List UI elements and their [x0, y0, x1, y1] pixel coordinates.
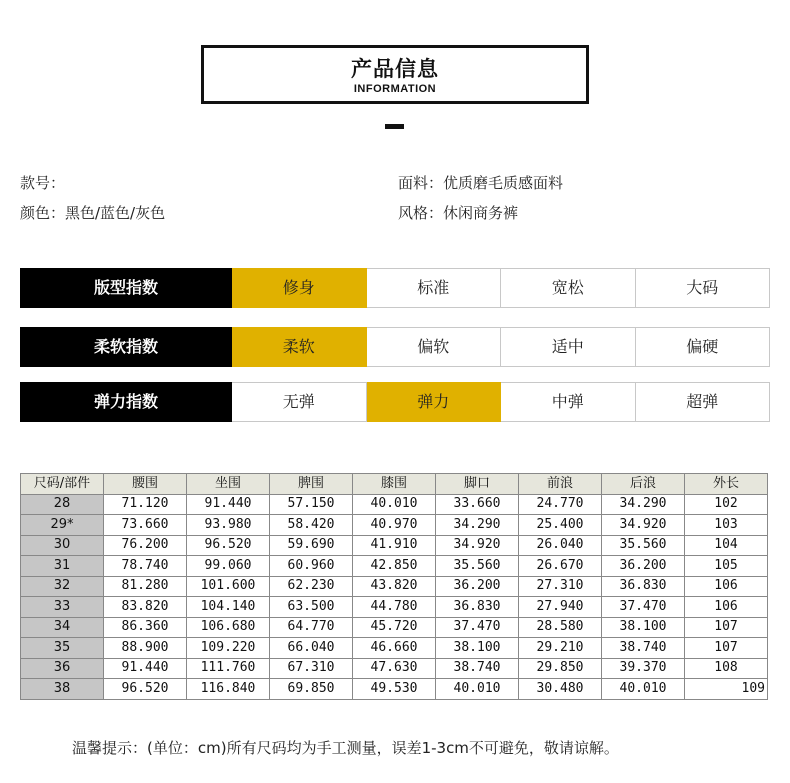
- stretch-index-row: [20, 382, 770, 422]
- header-leg-opening: 脚口: [436, 474, 519, 495]
- section-title: 产品信息: [351, 57, 439, 81]
- measurement-cell: 36.830: [602, 576, 685, 597]
- measurement-cell: 27.310: [519, 576, 602, 597]
- measurement-note: 温馨提示：(单位：cm)所有尺码均为手工测量，误差1-3cm不可避免，敬请谅解。: [72, 739, 619, 757]
- fit-index-row: [20, 268, 770, 308]
- measurement-cell: 41.910: [353, 535, 436, 556]
- measurement-cell: 103: [685, 515, 768, 536]
- measurement-cell: 102: [685, 494, 768, 515]
- style-info: 风格：休闲商务裤: [398, 204, 519, 222]
- measurement-cell: 99.060: [187, 556, 270, 577]
- measurement-cell: 107: [685, 617, 768, 638]
- table-row: [21, 515, 768, 536]
- measurement-cell: 29.850: [519, 658, 602, 679]
- stretch-index-label: 弹力指数: [20, 382, 232, 422]
- measurement-cell: 40.010: [353, 494, 436, 515]
- softness-index-row: [20, 327, 770, 367]
- title-divider: [385, 124, 404, 129]
- size-cell: 34: [21, 617, 104, 638]
- measurement-cell: 63.500: [270, 597, 353, 618]
- header-waist: 腰围: [104, 474, 187, 495]
- measurement-cell: 35.560: [602, 535, 685, 556]
- measurement-cell: 93.980: [187, 515, 270, 536]
- fit-option-loose: 宽松: [501, 268, 636, 308]
- size-cell: 29*: [21, 515, 104, 536]
- measurement-cell: 96.520: [187, 535, 270, 556]
- measurement-cell: 101.600: [187, 576, 270, 597]
- size-cell: 35: [21, 638, 104, 659]
- colors-info: 颜色：黑色/蓝色/灰色: [20, 204, 166, 222]
- header-thigh: 脾围: [270, 474, 353, 495]
- header-size: 尺码/部件: [21, 474, 104, 495]
- header-back-rise: 后浪: [602, 474, 685, 495]
- table-row: [21, 535, 768, 556]
- measurement-cell: 60.960: [270, 556, 353, 577]
- size-cell: 31: [21, 556, 104, 577]
- measurement-cell: 47.630: [353, 658, 436, 679]
- measurement-cell: 36.200: [602, 556, 685, 577]
- measurement-cell: 73.660: [104, 515, 187, 536]
- measurement-cell: 34.290: [602, 494, 685, 515]
- measurement-cell: 71.120: [104, 494, 187, 515]
- measurement-cell: 86.360: [104, 617, 187, 638]
- size-cell: 36: [21, 658, 104, 679]
- measurement-cell: 109: [685, 679, 768, 700]
- measurement-cell: 96.520: [104, 679, 187, 700]
- measurement-cell: 106: [685, 576, 768, 597]
- table-row: [21, 617, 768, 638]
- table-row: [21, 576, 768, 597]
- measurement-cell: 30.480: [519, 679, 602, 700]
- table-row: [21, 494, 768, 515]
- size-cell: 33: [21, 597, 104, 618]
- measurement-cell: 26.670: [519, 556, 602, 577]
- softness-option-slightly-soft: 偏软: [367, 327, 502, 367]
- fit-option-standard: 标准: [367, 268, 502, 308]
- stretch-option-stretch: 弹力: [367, 382, 502, 422]
- measurement-cell: 25.400: [519, 515, 602, 536]
- measurement-cell: 36.200: [436, 576, 519, 597]
- measurement-cell: 45.720: [353, 617, 436, 638]
- style-number: 款号：: [20, 174, 66, 192]
- measurement-cell: 40.010: [602, 679, 685, 700]
- measurement-cell: 27.940: [519, 597, 602, 618]
- measurement-cell: 76.200: [104, 535, 187, 556]
- measurement-cell: 108: [685, 658, 768, 679]
- size-table-header-row: [21, 474, 768, 495]
- section-subtitle: INFORMATION: [353, 83, 437, 95]
- measurement-cell: 35.560: [436, 556, 519, 577]
- measurement-cell: 91.440: [104, 658, 187, 679]
- stretch-option-medium: 中弹: [501, 382, 636, 422]
- measurement-cell: 78.740: [104, 556, 187, 577]
- measurement-cell: 49.530: [353, 679, 436, 700]
- fabric-info: 面料：优质磨毛质感面料: [398, 174, 564, 192]
- measurement-cell: 107: [685, 638, 768, 659]
- softness-option-medium: 适中: [501, 327, 636, 367]
- table-row: [21, 638, 768, 659]
- fit-option-plus: 大码: [636, 268, 771, 308]
- measurement-cell: 44.780: [353, 597, 436, 618]
- measurement-cell: 40.970: [353, 515, 436, 536]
- measurement-cell: 66.040: [270, 638, 353, 659]
- table-row: [21, 556, 768, 577]
- stretch-option-super: 超弹: [636, 382, 771, 422]
- measurement-cell: 37.470: [602, 597, 685, 618]
- measurement-cell: 57.150: [270, 494, 353, 515]
- header-knee: 膝围: [353, 474, 436, 495]
- measurement-cell: 83.820: [104, 597, 187, 618]
- measurement-cell: 116.840: [187, 679, 270, 700]
- measurement-cell: 34.290: [436, 515, 519, 536]
- softness-index-label: 柔软指数: [20, 327, 232, 367]
- measurement-cell: 39.370: [602, 658, 685, 679]
- measurement-cell: 33.660: [436, 494, 519, 515]
- size-cell: 30: [21, 535, 104, 556]
- measurement-cell: 111.760: [187, 658, 270, 679]
- table-row: [21, 679, 768, 700]
- measurement-cell: 36.830: [436, 597, 519, 618]
- size-cell: 38: [21, 679, 104, 700]
- header-outseam: 外长: [685, 474, 768, 495]
- section-title-box: [201, 45, 589, 104]
- measurement-cell: 109.220: [187, 638, 270, 659]
- measurement-cell: 38.740: [436, 658, 519, 679]
- measurement-cell: 81.280: [104, 576, 187, 597]
- measurement-cell: 40.010: [436, 679, 519, 700]
- table-row: [21, 658, 768, 679]
- measurement-cell: 104.140: [187, 597, 270, 618]
- measurement-cell: 69.850: [270, 679, 353, 700]
- measurement-cell: 104: [685, 535, 768, 556]
- fit-option-slim: 修身: [232, 268, 367, 308]
- measurement-cell: 59.690: [270, 535, 353, 556]
- measurement-cell: 58.420: [270, 515, 353, 536]
- header-front-rise: 前浪: [519, 474, 602, 495]
- measurement-cell: 106: [685, 597, 768, 618]
- fit-index-label: 版型指数: [20, 268, 232, 308]
- measurement-cell: 38.100: [602, 617, 685, 638]
- size-table: [20, 473, 768, 700]
- size-cell: 28: [21, 494, 104, 515]
- measurement-cell: 64.770: [270, 617, 353, 638]
- measurement-cell: 46.660: [353, 638, 436, 659]
- softness-option-stiff: 偏硬: [636, 327, 771, 367]
- measurement-cell: 88.900: [104, 638, 187, 659]
- measurement-cell: 67.310: [270, 658, 353, 679]
- measurement-cell: 62.230: [270, 576, 353, 597]
- measurement-cell: 34.920: [602, 515, 685, 536]
- measurement-cell: 37.470: [436, 617, 519, 638]
- measurement-cell: 106.680: [187, 617, 270, 638]
- softness-option-soft: 柔软: [232, 327, 367, 367]
- stretch-option-none: 无弹: [232, 382, 367, 422]
- measurement-cell: 105: [685, 556, 768, 577]
- measurement-cell: 29.210: [519, 638, 602, 659]
- measurement-cell: 38.740: [602, 638, 685, 659]
- measurement-cell: 28.580: [519, 617, 602, 638]
- measurement-cell: 24.770: [519, 494, 602, 515]
- measurement-cell: 91.440: [187, 494, 270, 515]
- table-row: [21, 597, 768, 618]
- measurement-cell: 42.850: [353, 556, 436, 577]
- size-cell: 32: [21, 576, 104, 597]
- header-hip: 坐围: [187, 474, 270, 495]
- measurement-cell: 38.100: [436, 638, 519, 659]
- measurement-cell: 34.920: [436, 535, 519, 556]
- measurement-cell: 26.040: [519, 535, 602, 556]
- measurement-cell: 43.820: [353, 576, 436, 597]
